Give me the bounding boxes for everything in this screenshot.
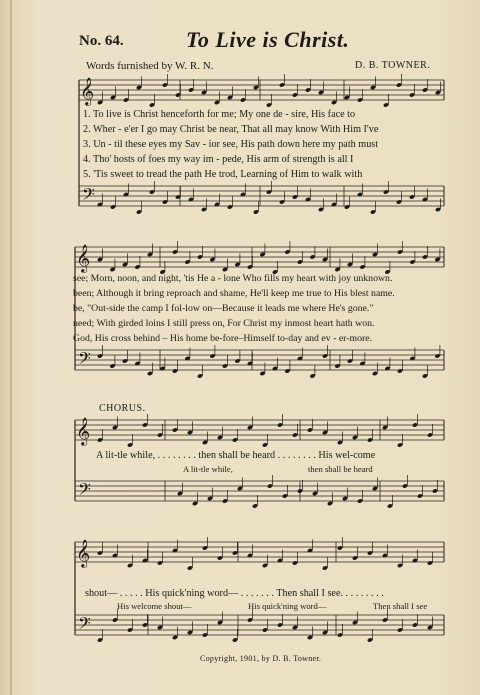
- treble-clef-icon: 𝄞: [76, 244, 91, 272]
- bass-clef-icon: 𝄢: [78, 613, 91, 637]
- chorus-line-2: shout— . . . . . His quick'ning word— . . . . . . . Then shall I see. . . . . . . . .: [85, 588, 384, 599]
- chorus-bass-2c: Then shall I see: [373, 601, 428, 611]
- chorus-bass-1a: A lit-tle while,: [183, 464, 233, 474]
- composer-credit: D. B. TOWNER.: [355, 60, 431, 71]
- chorus-line-1: A lit-tle while, . . . . . . . . then shall be heard . . . . . . . . His wel-come: [96, 450, 376, 461]
- chorus-bass-1b: then shall be heard: [308, 464, 373, 474]
- bass-clef-icon: 𝄢: [78, 479, 91, 503]
- verse-4-line-1: 4. Tho' hosts of foes my way im - pede, His arm of strength is all I: [83, 154, 354, 165]
- verse-2-line-2: been; Although it bring reproach and shame, He'll keep me true to His blest name.: [73, 288, 395, 299]
- verse-4-line-2: need; With girded loins I still press on, For Christ my inmost heart hath won.: [73, 318, 375, 329]
- chorus-label: CHORUS.: [99, 403, 146, 414]
- bass-clef-icon: 𝄢: [82, 184, 95, 208]
- treble-clef-icon: 𝄞: [76, 417, 91, 445]
- chorus-bass-2b: His quick'ning word—: [248, 601, 327, 611]
- words-credit: Words furnished by W. R. N.: [86, 60, 214, 72]
- bass-clef-icon: 𝄢: [78, 348, 91, 372]
- verse-5-line-2: God, His cross behind – His home be-fore–Himself to-day and ev - er-more.: [73, 333, 373, 344]
- verse-3-line-2: be, "Out-side the camp I fol-low on—Because it leads me where He's gone.": [73, 303, 374, 314]
- verse-5-line-1: 5. 'Tis sweet to tread the path He trod, Learning of Him to walk with: [83, 169, 363, 180]
- verse-1-line-2: see; Morn, noon, and night, 'tis He a - lone Who fills my heart with joy unknown.: [73, 273, 393, 284]
- treble-clef-icon: 𝄞: [76, 539, 91, 567]
- verse-3-line-1: 3. Un - til these eyes my Sav - ior see, His path down here my path must: [83, 139, 379, 150]
- treble-clef-icon: 𝄞: [80, 77, 95, 105]
- hymn-number: No. 64.: [79, 33, 124, 49]
- copyright-notice: Copyright, 1901, by D. B. Towner.: [200, 654, 322, 663]
- hymn-title: To Live is Christ.: [186, 27, 350, 52]
- verse-1-line-1: 1. To live is Christ henceforth for me; My one de - sire, His face to: [83, 109, 356, 120]
- verse-2-line-1: 2. Wher - e'er I go may Christ be near, That all may know With Him I've: [83, 124, 379, 135]
- chorus-bass-2a: His welcome shout—: [117, 601, 192, 611]
